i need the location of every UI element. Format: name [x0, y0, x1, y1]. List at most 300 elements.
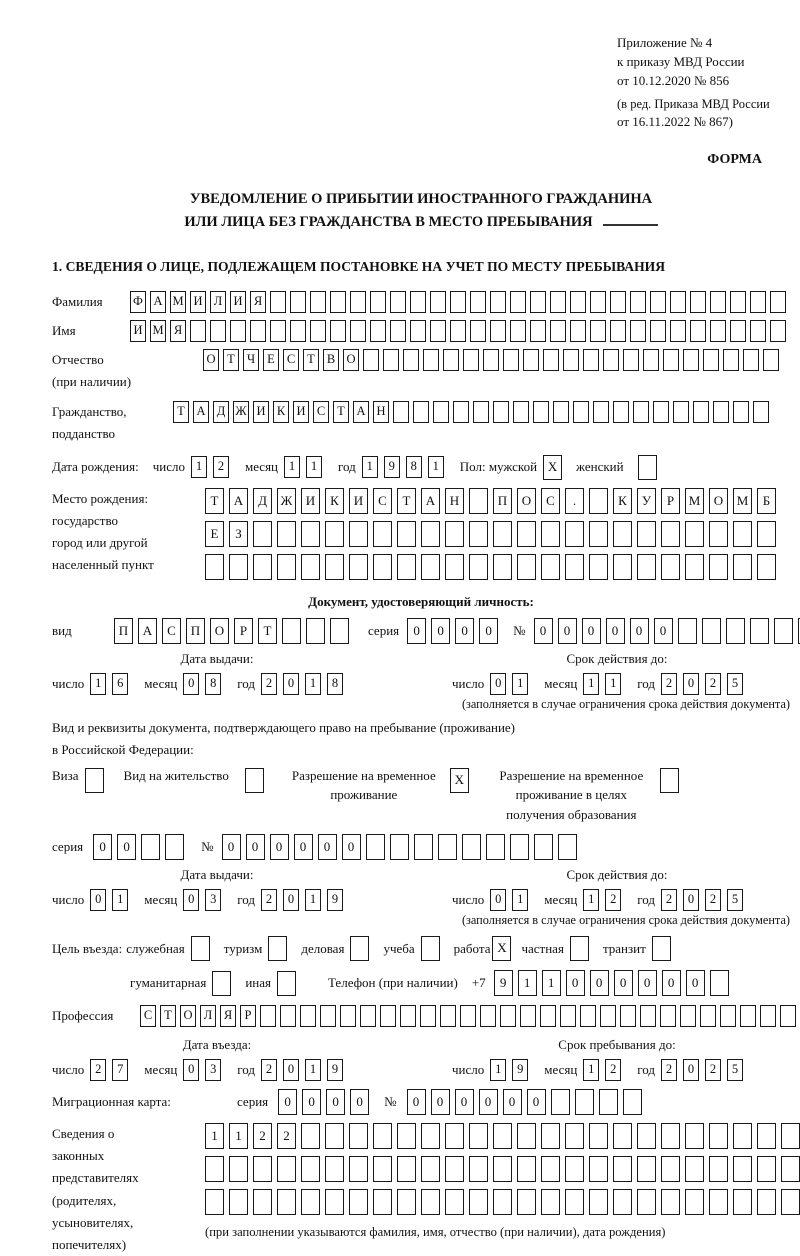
form-cell[interactable]: 0	[558, 618, 577, 644]
form-cell[interactable]	[660, 1005, 676, 1027]
doc-issue-month-input[interactable]	[183, 673, 227, 695]
form-cell[interactable]	[469, 488, 488, 514]
form-cell[interactable]	[270, 320, 286, 342]
form-cell[interactable]	[350, 320, 366, 342]
form-cell[interactable]	[290, 320, 306, 342]
purpose-tourism-checkbox[interactable]	[268, 936, 287, 961]
form-cell[interactable]	[600, 1005, 616, 1027]
migration-number-input[interactable]	[407, 1089, 647, 1115]
form-cell[interactable]: 3	[205, 1059, 221, 1081]
form-cell[interactable]: И	[190, 291, 206, 313]
form-cell[interactable]	[438, 834, 457, 860]
form-cell[interactable]: У	[637, 488, 656, 514]
form-cell[interactable]: Л	[200, 1005, 216, 1027]
given-name-input[interactable]	[130, 320, 790, 342]
form-cell[interactable]: 2	[661, 1059, 677, 1081]
form-cell[interactable]	[480, 1005, 496, 1027]
form-cell[interactable]	[373, 1189, 392, 1215]
doc-issue-year-input[interactable]	[261, 673, 349, 695]
form-cell[interactable]	[750, 618, 769, 644]
form-cell[interactable]	[301, 1189, 320, 1215]
form-cell[interactable]: 0	[606, 618, 625, 644]
form-cell[interactable]	[253, 1156, 272, 1182]
profession-input[interactable]	[140, 1005, 800, 1027]
form-cell[interactable]: 2	[261, 673, 277, 695]
form-cell[interactable]	[550, 320, 566, 342]
form-cell[interactable]	[653, 401, 669, 423]
form-cell[interactable]	[310, 320, 326, 342]
form-cell[interactable]: 0	[294, 834, 313, 860]
form-cell[interactable]	[253, 554, 272, 580]
form-cell[interactable]	[445, 1189, 464, 1215]
form-cell[interactable]: 1	[605, 673, 621, 695]
form-cell[interactable]: 0	[283, 673, 299, 695]
form-cell[interactable]	[250, 320, 266, 342]
form-cell[interactable]	[570, 320, 586, 342]
form-cell[interactable]: 1	[542, 970, 561, 996]
form-cell[interactable]	[733, 1156, 752, 1182]
purpose-work-checkbox[interactable]: X	[492, 936, 511, 961]
form-cell[interactable]: 1	[362, 456, 378, 478]
form-cell[interactable]	[733, 554, 752, 580]
residence-expiry-month-input[interactable]	[583, 889, 627, 911]
form-cell[interactable]: М	[733, 488, 752, 514]
form-cell[interactable]	[517, 1123, 536, 1149]
form-cell[interactable]	[421, 1123, 440, 1149]
form-cell[interactable]	[325, 521, 344, 547]
form-cell[interactable]	[709, 554, 728, 580]
form-cell[interactable]	[517, 1189, 536, 1215]
form-cell[interactable]: Т	[160, 1005, 176, 1027]
form-cell[interactable]	[349, 554, 368, 580]
form-cell[interactable]	[541, 554, 560, 580]
form-cell[interactable]	[230, 320, 246, 342]
form-cell[interactable]	[663, 349, 679, 371]
form-cell[interactable]: Д	[253, 488, 272, 514]
form-cell[interactable]: 1	[428, 456, 444, 478]
form-cell[interactable]: 1	[518, 970, 537, 996]
form-cell[interactable]	[623, 1089, 642, 1115]
form-cell[interactable]	[760, 1005, 776, 1027]
form-cell[interactable]	[277, 1189, 296, 1215]
form-cell[interactable]	[637, 554, 656, 580]
form-cell[interactable]: 8	[406, 456, 422, 478]
residence-expiry-year-input[interactable]	[661, 889, 749, 911]
form-cell[interactable]: Е	[263, 349, 279, 371]
form-cell[interactable]	[469, 1189, 488, 1215]
doc-expiry-year-input[interactable]	[661, 673, 749, 695]
form-cell[interactable]	[770, 291, 786, 313]
guardians-row-3-input[interactable]	[205, 1189, 800, 1215]
form-cell[interactable]	[445, 1123, 464, 1149]
form-cell[interactable]: О	[210, 618, 229, 644]
form-cell[interactable]	[720, 1005, 736, 1027]
form-cell[interactable]: 9	[327, 1059, 343, 1081]
form-cell[interactable]: 8	[205, 673, 221, 695]
birth-year-input[interactable]	[362, 456, 450, 478]
form-cell[interactable]	[229, 1156, 248, 1182]
form-cell[interactable]: Н	[445, 488, 464, 514]
form-cell[interactable]	[397, 1156, 416, 1182]
form-cell[interactable]	[510, 320, 526, 342]
form-cell[interactable]: 0	[318, 834, 337, 860]
form-cell[interactable]	[260, 1005, 276, 1027]
form-cell[interactable]: К	[613, 488, 632, 514]
form-cell[interactable]	[510, 834, 529, 860]
form-cell[interactable]	[690, 320, 706, 342]
form-cell[interactable]	[493, 1156, 512, 1182]
form-cell[interactable]	[590, 320, 606, 342]
entry-day-input[interactable]	[90, 1059, 134, 1081]
form-cell[interactable]: 2	[277, 1123, 296, 1149]
form-cell[interactable]	[703, 349, 719, 371]
form-cell[interactable]	[520, 1005, 536, 1027]
form-cell[interactable]: 0	[455, 618, 474, 644]
form-cell[interactable]	[229, 554, 248, 580]
form-cell[interactable]	[637, 1123, 656, 1149]
form-cell[interactable]: Т	[333, 401, 349, 423]
purpose-business-checkbox[interactable]	[350, 936, 369, 961]
form-cell[interactable]	[543, 349, 559, 371]
form-cell[interactable]	[530, 320, 546, 342]
form-cell[interactable]	[513, 401, 529, 423]
form-cell[interactable]: В	[323, 349, 339, 371]
form-cell[interactable]	[575, 1089, 594, 1115]
form-cell[interactable]: 1	[512, 673, 528, 695]
form-cell[interactable]	[670, 291, 686, 313]
form-cell[interactable]: 0	[683, 1059, 699, 1081]
form-cell[interactable]: 9	[512, 1059, 528, 1081]
form-cell[interactable]	[709, 521, 728, 547]
form-cell[interactable]: 2	[661, 889, 677, 911]
form-cell[interactable]: 0	[654, 618, 673, 644]
form-cell[interactable]: 2	[705, 889, 721, 911]
form-cell[interactable]	[165, 834, 184, 860]
form-cell[interactable]	[325, 1156, 344, 1182]
form-cell[interactable]	[290, 291, 306, 313]
form-cell[interactable]: 1	[305, 889, 321, 911]
citizenship-input[interactable]	[173, 401, 773, 423]
form-cell[interactable]	[530, 291, 546, 313]
form-cell[interactable]: А	[193, 401, 209, 423]
form-cell[interactable]	[373, 1156, 392, 1182]
form-cell[interactable]: Б	[757, 488, 776, 514]
doc-issue-day-input[interactable]	[90, 673, 134, 695]
form-cell[interactable]	[685, 1123, 704, 1149]
form-cell[interactable]: 0	[246, 834, 265, 860]
form-cell[interactable]: .	[565, 488, 584, 514]
form-cell[interactable]	[683, 349, 699, 371]
form-cell[interactable]	[403, 349, 419, 371]
form-cell[interactable]	[613, 1156, 632, 1182]
residence-number-input[interactable]	[222, 834, 582, 860]
form-cell[interactable]: К	[273, 401, 289, 423]
form-cell[interactable]	[589, 1123, 608, 1149]
form-cell[interactable]: 1	[512, 889, 528, 911]
form-cell[interactable]	[680, 1005, 696, 1027]
form-cell[interactable]	[623, 349, 639, 371]
form-cell[interactable]	[643, 349, 659, 371]
form-cell[interactable]: И	[130, 320, 146, 342]
form-cell[interactable]	[373, 554, 392, 580]
form-cell[interactable]	[710, 320, 726, 342]
purpose-other-checkbox[interactable]	[277, 971, 296, 996]
form-cell[interactable]: 1	[305, 673, 321, 695]
doc-series-input[interactable]	[407, 618, 503, 644]
form-cell[interactable]	[613, 401, 629, 423]
form-cell[interactable]: 0	[407, 1089, 426, 1115]
residence-expiry-day-input[interactable]	[490, 889, 534, 911]
purpose-study-checkbox[interactable]	[421, 936, 440, 961]
form-cell[interactable]	[421, 1189, 440, 1215]
form-cell[interactable]: 5	[727, 889, 743, 911]
form-cell[interactable]	[781, 1123, 800, 1149]
form-cell[interactable]: И	[253, 401, 269, 423]
form-cell[interactable]	[533, 401, 549, 423]
form-cell[interactable]	[397, 554, 416, 580]
form-cell[interactable]: Ф	[130, 291, 146, 313]
form-cell[interactable]	[589, 488, 608, 514]
form-cell[interactable]	[270, 291, 286, 313]
form-cell[interactable]: Р	[234, 618, 253, 644]
form-cell[interactable]: 1	[306, 456, 322, 478]
form-cell[interactable]: О	[343, 349, 359, 371]
form-cell[interactable]	[453, 401, 469, 423]
form-cell[interactable]	[661, 1189, 680, 1215]
form-cell[interactable]	[349, 1123, 368, 1149]
form-cell[interactable]: 0	[283, 1059, 299, 1081]
form-cell[interactable]: 0	[431, 1089, 450, 1115]
form-cell[interactable]	[541, 521, 560, 547]
form-cell[interactable]	[423, 349, 439, 371]
form-cell[interactable]	[393, 401, 409, 423]
residence-issue-month-input[interactable]	[183, 889, 227, 911]
residence-issue-year-input[interactable]	[261, 889, 349, 911]
form-cell[interactable]: 2	[213, 456, 229, 478]
form-cell[interactable]	[650, 320, 666, 342]
form-cell[interactable]	[490, 291, 506, 313]
form-cell[interactable]: 0	[283, 889, 299, 911]
form-cell[interactable]	[757, 521, 776, 547]
form-cell[interactable]: А	[229, 488, 248, 514]
form-cell[interactable]	[503, 349, 519, 371]
form-cell[interactable]	[370, 291, 386, 313]
form-cell[interactable]	[757, 554, 776, 580]
doc-kind-input[interactable]	[114, 618, 354, 644]
form-cell[interactable]: 7	[112, 1059, 128, 1081]
form-cell[interactable]	[589, 1156, 608, 1182]
form-cell[interactable]	[473, 401, 489, 423]
form-cell[interactable]	[781, 1156, 800, 1182]
form-cell[interactable]: Т	[205, 488, 224, 514]
form-cell[interactable]	[709, 1156, 728, 1182]
form-cell[interactable]: П	[186, 618, 205, 644]
form-cell[interactable]	[469, 1123, 488, 1149]
form-cell[interactable]: 1	[205, 1123, 224, 1149]
form-cell[interactable]: С	[140, 1005, 156, 1027]
form-cell[interactable]	[589, 521, 608, 547]
form-cell[interactable]: 8	[327, 673, 343, 695]
form-cell[interactable]	[325, 554, 344, 580]
form-cell[interactable]: 0	[534, 618, 553, 644]
form-cell[interactable]	[210, 320, 226, 342]
form-cell[interactable]	[770, 320, 786, 342]
form-cell[interactable]: 0	[503, 1089, 522, 1115]
form-cell[interactable]: 0	[407, 618, 426, 644]
sex-female-checkbox[interactable]	[638, 455, 657, 480]
form-cell[interactable]: М	[170, 291, 186, 313]
form-cell[interactable]	[637, 1189, 656, 1215]
form-cell[interactable]: О	[180, 1005, 196, 1027]
form-cell[interactable]	[469, 521, 488, 547]
form-cell[interactable]	[440, 1005, 456, 1027]
form-cell[interactable]	[414, 834, 433, 860]
form-cell[interactable]: О	[709, 488, 728, 514]
form-cell[interactable]	[640, 1005, 656, 1027]
form-cell[interactable]	[300, 1005, 316, 1027]
migration-series-input[interactable]	[278, 1089, 374, 1115]
form-cell[interactable]	[462, 834, 481, 860]
form-cell[interactable]	[445, 554, 464, 580]
form-cell[interactable]	[493, 554, 512, 580]
form-cell[interactable]	[373, 521, 392, 547]
form-cell[interactable]: 0	[183, 889, 199, 911]
form-cell[interactable]	[277, 1156, 296, 1182]
form-cell[interactable]	[350, 291, 366, 313]
form-cell[interactable]	[730, 291, 746, 313]
form-cell[interactable]: 0	[183, 673, 199, 695]
form-cell[interactable]	[661, 1123, 680, 1149]
form-cell[interactable]: 0	[566, 970, 585, 996]
form-cell[interactable]: 2	[261, 889, 277, 911]
form-cell[interactable]: З	[229, 521, 248, 547]
stay-day-input[interactable]	[490, 1059, 534, 1081]
form-cell[interactable]: Т	[173, 401, 189, 423]
form-cell[interactable]	[277, 554, 296, 580]
form-cell[interactable]	[710, 970, 729, 996]
form-cell[interactable]: 0	[302, 1089, 321, 1115]
form-cell[interactable]	[534, 834, 553, 860]
form-cell[interactable]	[380, 1005, 396, 1027]
form-cell[interactable]	[580, 1005, 596, 1027]
form-cell[interactable]: 0	[614, 970, 633, 996]
form-cell[interactable]	[301, 521, 320, 547]
form-cell[interactable]	[510, 291, 526, 313]
form-cell[interactable]	[702, 618, 721, 644]
guardians-row-2-input[interactable]	[205, 1156, 800, 1182]
form-cell[interactable]	[205, 1156, 224, 1182]
doc-expiry-day-input[interactable]	[490, 673, 534, 695]
form-cell[interactable]: 1	[583, 889, 599, 911]
form-cell[interactable]: 0	[630, 618, 649, 644]
birth-month-input[interactable]	[284, 456, 328, 478]
form-cell[interactable]	[541, 1189, 560, 1215]
form-cell[interactable]: 1	[112, 889, 128, 911]
form-cell[interactable]	[710, 291, 726, 313]
form-cell[interactable]	[470, 291, 486, 313]
form-cell[interactable]	[445, 1156, 464, 1182]
form-cell[interactable]	[685, 1189, 704, 1215]
form-cell[interactable]: 0	[278, 1089, 297, 1115]
form-cell[interactable]	[583, 349, 599, 371]
form-cell[interactable]	[349, 1189, 368, 1215]
form-cell[interactable]	[445, 521, 464, 547]
form-cell[interactable]	[709, 1189, 728, 1215]
form-cell[interactable]	[443, 349, 459, 371]
form-cell[interactable]: 0	[490, 673, 506, 695]
form-cell[interactable]	[610, 291, 626, 313]
form-cell[interactable]	[750, 320, 766, 342]
form-cell[interactable]	[750, 291, 766, 313]
form-cell[interactable]: 0	[582, 618, 601, 644]
form-cell[interactable]: 0	[90, 889, 106, 911]
form-cell[interactable]	[630, 320, 646, 342]
form-cell[interactable]	[450, 291, 466, 313]
form-cell[interactable]: И	[230, 291, 246, 313]
form-cell[interactable]	[673, 401, 689, 423]
form-cell[interactable]	[420, 1005, 436, 1027]
form-cell[interactable]	[486, 834, 505, 860]
form-cell[interactable]: Т	[303, 349, 319, 371]
form-cell[interactable]	[349, 1156, 368, 1182]
form-cell[interactable]	[709, 1123, 728, 1149]
form-cell[interactable]: 0	[479, 1089, 498, 1115]
form-cell[interactable]	[205, 1189, 224, 1215]
form-cell[interactable]	[390, 291, 406, 313]
form-cell[interactable]: 0	[350, 1089, 369, 1115]
form-cell[interactable]: 2	[705, 673, 721, 695]
form-cell[interactable]: 5	[727, 1059, 743, 1081]
form-cell[interactable]	[493, 1123, 512, 1149]
purpose-private-checkbox[interactable]	[570, 936, 589, 961]
birth-place-row-3-input[interactable]	[205, 554, 781, 580]
form-cell[interactable]	[781, 1189, 800, 1215]
form-cell[interactable]	[325, 1123, 344, 1149]
form-cell[interactable]	[613, 521, 632, 547]
doc-number-input[interactable]	[534, 618, 800, 644]
birth-place-row-1-input[interactable]	[205, 488, 781, 514]
form-cell[interactable]	[330, 618, 349, 644]
form-cell[interactable]: 0	[455, 1089, 474, 1115]
form-cell[interactable]	[570, 291, 586, 313]
form-cell[interactable]	[141, 834, 160, 860]
form-cell[interactable]: Т	[397, 488, 416, 514]
form-cell[interactable]	[301, 1123, 320, 1149]
form-cell[interactable]: 2	[253, 1123, 272, 1149]
form-cell[interactable]	[565, 554, 584, 580]
form-cell[interactable]: Н	[373, 401, 389, 423]
form-cell[interactable]	[463, 349, 479, 371]
form-cell[interactable]	[757, 1189, 776, 1215]
form-cell[interactable]	[421, 1156, 440, 1182]
form-cell[interactable]	[603, 349, 619, 371]
residence-permit-checkbox[interactable]	[245, 768, 264, 793]
form-cell[interactable]	[483, 349, 499, 371]
form-cell[interactable]	[637, 1156, 656, 1182]
form-cell[interactable]	[563, 349, 579, 371]
form-cell[interactable]	[205, 554, 224, 580]
form-cell[interactable]	[469, 1156, 488, 1182]
form-cell[interactable]	[421, 521, 440, 547]
form-cell[interactable]	[349, 521, 368, 547]
form-cell[interactable]	[541, 1156, 560, 1182]
residence-issue-day-input[interactable]	[90, 889, 134, 911]
form-cell[interactable]	[757, 1156, 776, 1182]
form-cell[interactable]: 2	[90, 1059, 106, 1081]
form-cell[interactable]: 6	[112, 673, 128, 695]
form-cell[interactable]: 1	[229, 1123, 248, 1149]
form-cell[interactable]	[780, 1005, 796, 1027]
